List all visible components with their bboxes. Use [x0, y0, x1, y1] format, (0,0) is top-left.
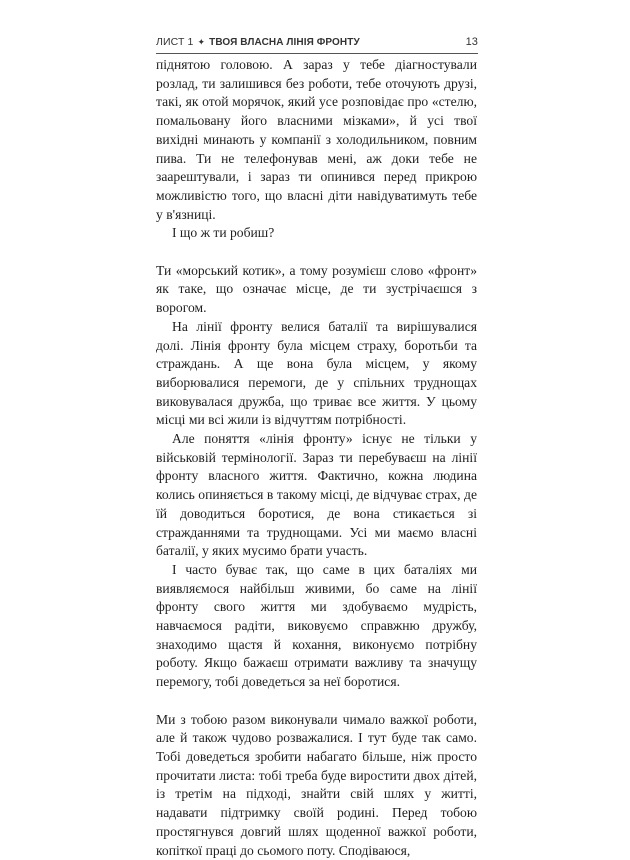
section-break [156, 692, 477, 711]
paragraph-continued: піднятою головою. А зараз у тебе діагностували розлад, ти залишився без роботи, тебе оточують друзі, такі, як отой морячок, який усе розповідає про «стелю, помальовану його власними мізками», й усі твої вихідні минають у компанії з холодильником, повним пива. Ти не телефонував мені, аж доки тебе не заарештували, і зараз ти опинився перед прикрою можливістю того, що власні діти навідуватимуть тебе у в'язниці. [156, 57, 477, 222]
running-head [156, 36, 478, 54]
paragraph-concept: Але поняття «лінія фронту» існує не тільки у військовій термінології. Зараз ти перебуваєш на лінії фронту власного життя. Фактично, кожна людина колись опиняється в такому місці, де відчуває страх, де їй доводиться боротися, де вона стикається зі стражданнями та труднощами. Усі ми маємо власні баталії, у яких мусимо брати участь. [156, 431, 477, 559]
paragraph-navy-seal: Ти «морський котик», а тому розумієш слово «фронт» як таке, що означає місце, де ти зустрічаєшся з ворогом. [156, 262, 477, 316]
running-head-left [156, 36, 360, 48]
paragraph-front-line: На лінії фронту велися баталії та вирішувалися долі. Лінія фронту була місцем страху, боротьби та страждань. А ще вона була місцем, у якому виборювалися перемоги, де у спільних труднощах виковувалася дружба, що триває все життя. У цьому місці ми всі жили із відчуттям потрібності. [156, 318, 477, 428]
separator-star-icon: ✦ [197, 37, 206, 47]
paragraph-battles: І часто буває так, що саме в цих баталіях ми виявляємося найбільш живими, бо саме на лінії фронту свого життя ми здобуваємо мудрість, навчаємося радіти, виковуємо справжню дружбу, знаходимо щастя й кохання, виконуємо потрібну роботу. Якщо бажаєш отримати важливу та значущу перемогу, тобі доведеться за неї боротися. [156, 561, 477, 690]
letter-label: ЛИСТ 1 [156, 36, 194, 48]
chapter-title: ТВОЯ ВЛАСНА ЛІНІЯ ФРОНТУ [209, 37, 360, 48]
body-text [156, 56, 477, 860]
page-number: 13 [465, 36, 478, 48]
section-break [156, 243, 477, 262]
paragraph-work: Ми з тобою разом виконували чимало важкої роботи, але й також чудово розважалися. І тут буде так само. Тобі доведеться зробити набагато більше, ніж просто прочитати листа: тобі треба буде виростити двох дітей, із третім на підході, знайти свій шлях у житті, надавати підтримку своїй родині. Перед тобою простягнувся довгий шлях щоденної важкої роботи, копіткої праці до сьомого поту. Сподіваюся, [156, 711, 477, 858]
paragraph-question: І що ж ти робиш? [172, 225, 275, 241]
header-rule [156, 53, 478, 54]
